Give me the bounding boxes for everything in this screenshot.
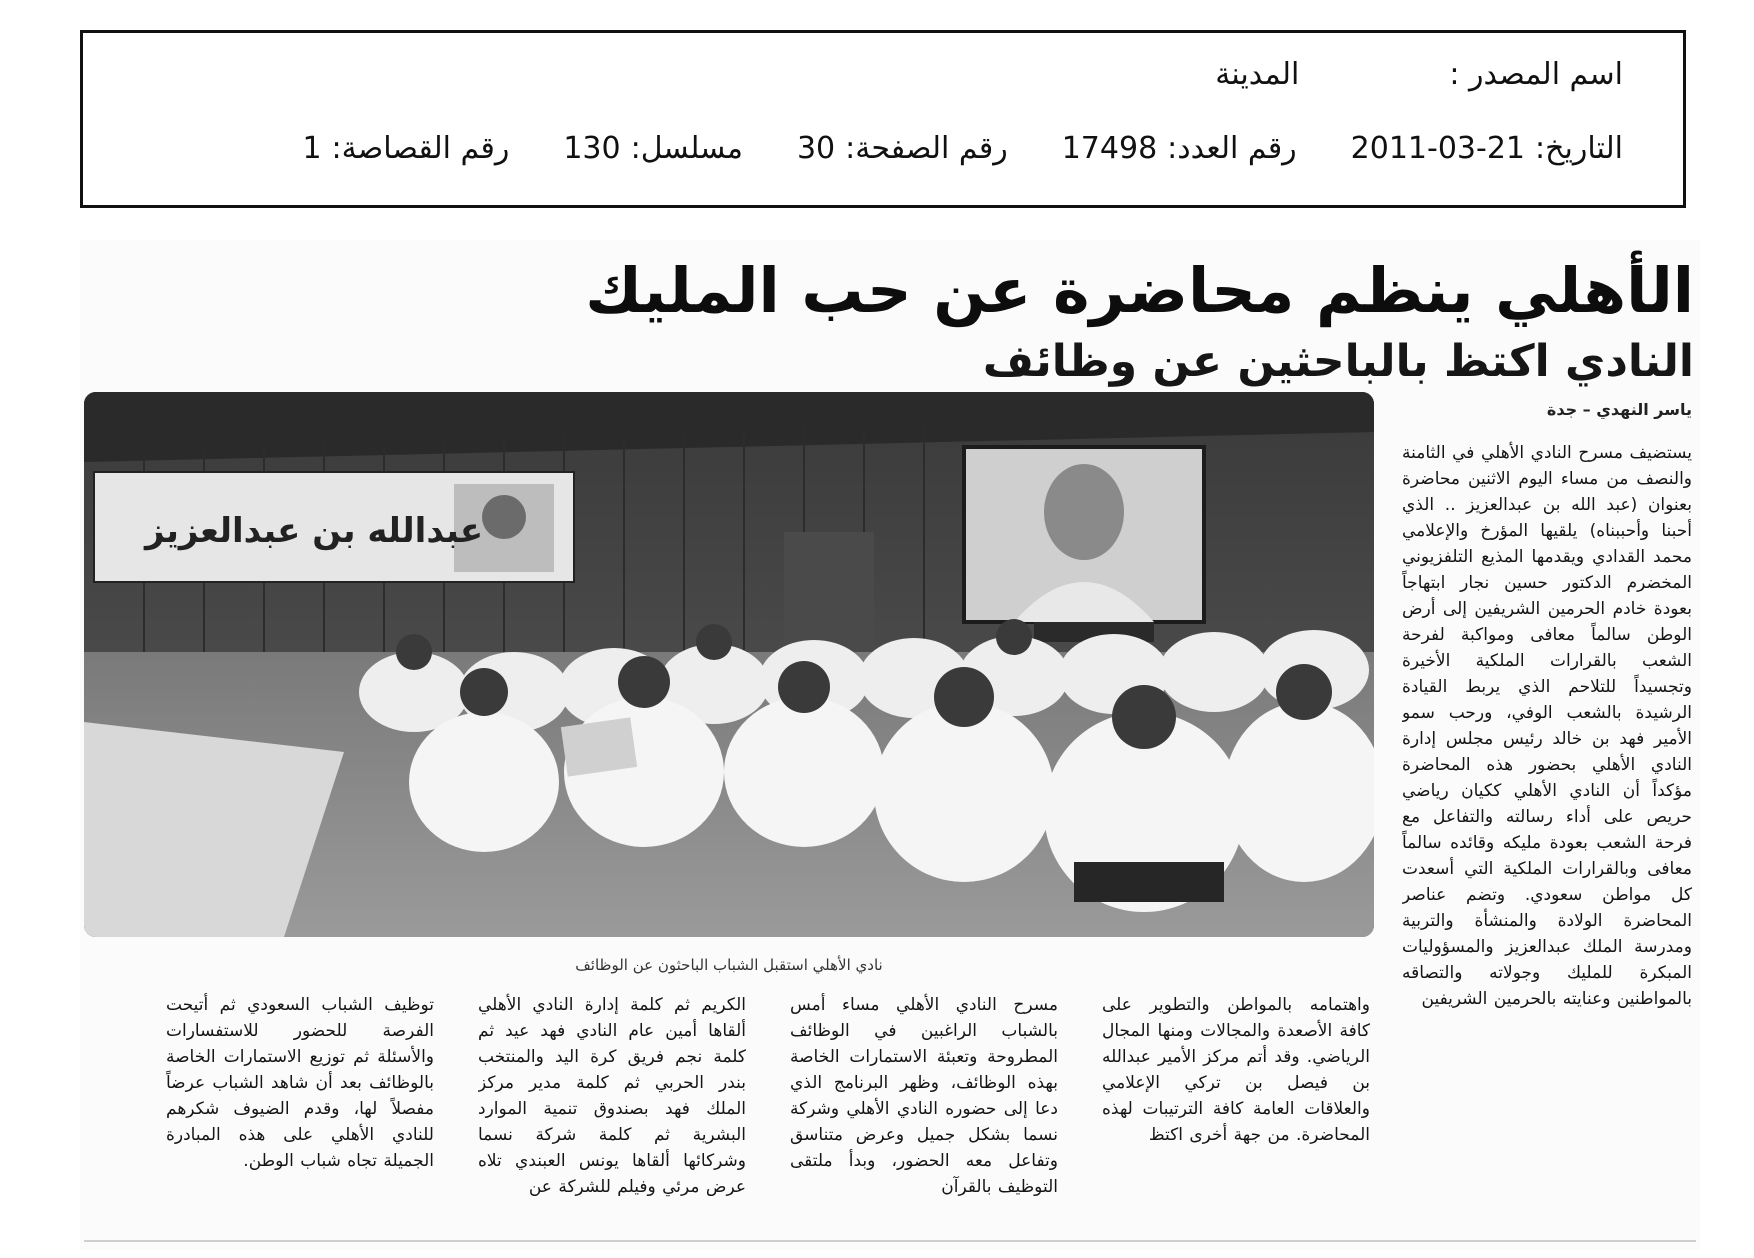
- date-field: [1351, 131, 1623, 166]
- banner-text: عبدالله بن عبدالعزيز: [144, 511, 484, 551]
- audience-photo-illustration: [84, 392, 1374, 937]
- serial-field: [563, 131, 743, 166]
- article-byline: ياسر النهدي – جدة: [1546, 400, 1692, 419]
- article-column-bottom-1: واهتمامه بالمواطن والتطوير على كافة الأصعدة والمجالات ومنها المجال الرياضي. وقد أتم مركز الأمير عبدالله بن فيصل بن تركي الإعلامي والعلاقات العامة كافة الترتيبات لهذه المحاضرة. من جهة أخرى اكتظ: [1102, 995, 1370, 1145]
- article-subheadline: النادي اكتظ بالباحثين عن وظائف: [982, 336, 1694, 387]
- article-headline: الأهلي ينظم محاضرة عن حب المليك: [585, 254, 1694, 327]
- article-column-bottom-4: توظيف الشباب السعودي ثم أتيحت الفرصة للحضور للاستفسارات والأسئلة ثم توزيع الاستمارات الخاصة بالوظائف بعد أن شاهد الشباب عرضاً مفصلاً لها، وقدم الضيوف شكرهم للنادي الأهلي على هذه المبادرة الجميلة تجاه شباب الوطن.: [166, 995, 434, 1171]
- clip-number-label: رقم القصاصة:: [331, 131, 510, 166]
- source-value: المدينة: [1215, 57, 1300, 92]
- newspaper-clipping: [80, 240, 1700, 1250]
- clipping-metadata-box: [80, 30, 1686, 208]
- source-row: [1215, 57, 1623, 92]
- page-label: رقم الصفحة:: [845, 131, 1008, 166]
- serial-label: مسلسل:: [630, 131, 743, 166]
- issue-info-row: [302, 131, 1623, 166]
- issue-field: [1062, 131, 1297, 166]
- clip-number-field: [302, 131, 509, 166]
- article-column-right: يستضيف مسرح النادي الأهلي في الثامنة والنصف من مساء اليوم الاثنين محاضرة بعنوان (عبد الله بن عبدالعزيز .. الذي أحبنا وأحببناه) يلقيها المؤرخ والإعلامي محمد القدادي ويقدمها المذيع التلفزيوني المخضرم الدكتور حسين نجار ابتهاجاً بعودة خادم الحرمين الشريفين إلى أرض الوطن سالماً معافى ومواكبة لفرحة الشعب بالقرارات الملكية الأخيرة وتجسيداً للتلاحم الذي يربط القيادة الرشيدة بالشعب الوفي، ورحب سمو الأمير فهد بن خالد رئيس مجلس إدارة النادي الأهلي بحضور هذه المحاضرة مؤكداً أن النادي الأهلي ككيان رياضي حريص على أداء رسالته والتفاعل مع فرحة الشعب بعودة مليكه وقائده سالماً معافى وبالقرارات الملكية التي أسعدت كل مواطن سعودي. وتضم عناصر المحاضرة الولادة والمنشأة والتربية ومدرسة الملك عبدالعزيز والمسؤوليات المبكرة للمليك وجولاته والتصاقه بالمواطنين وعنايته بالحرمين الشريفين: [1402, 443, 1692, 1009]
- date-value: 2011-03-21: [1350, 131, 1526, 166]
- page-value: 30: [796, 131, 836, 166]
- issue-label: رقم العدد:: [1167, 131, 1297, 166]
- source-label: اسم المصدر :: [1449, 57, 1623, 92]
- article-column-bottom-3: الكريم ثم كلمة إدارة النادي الأهلي ألقاها أمين عام النادي فهد عيد ثم كلمة نجم فريق كرة اليد والمنتخب بندر الحربي ثم كلمة مدير مركز الملك فهد بصندوق تنمية الموارد البشرية ثم كلمة شركة نسما وشركائها ألقاها يونس العبندي تلاه عرض مرئي وفيلم للشركة عن: [478, 995, 746, 1197]
- clip-number-value: 1: [302, 131, 322, 166]
- page-field: [797, 131, 1008, 166]
- bottom-divider: [84, 1240, 1696, 1242]
- photo-caption: نادي الأهلي استقبل الشباب الباحثون عن الوظائف: [575, 956, 883, 974]
- serial-value: 130: [563, 131, 621, 166]
- article-column-bottom-2: مسرح النادي الأهلي مساء أمس بالشباب الراغبين في الوظائف المطروحة وتعبئة الاستمارات الخاصة بهذه الوظائف، وظهر البرنامج الذي دعا إلى حضوره النادي الأهلي وشركة نسما بشكل جميل وعرض متناسق وتفاعل معه الحضور، وبدأ ملتقى التوظيف بالقرآن: [790, 995, 1058, 1197]
- date-label: التاريخ:: [1535, 131, 1623, 166]
- article-photo: [84, 392, 1374, 937]
- issue-value: 17498: [1061, 131, 1158, 166]
